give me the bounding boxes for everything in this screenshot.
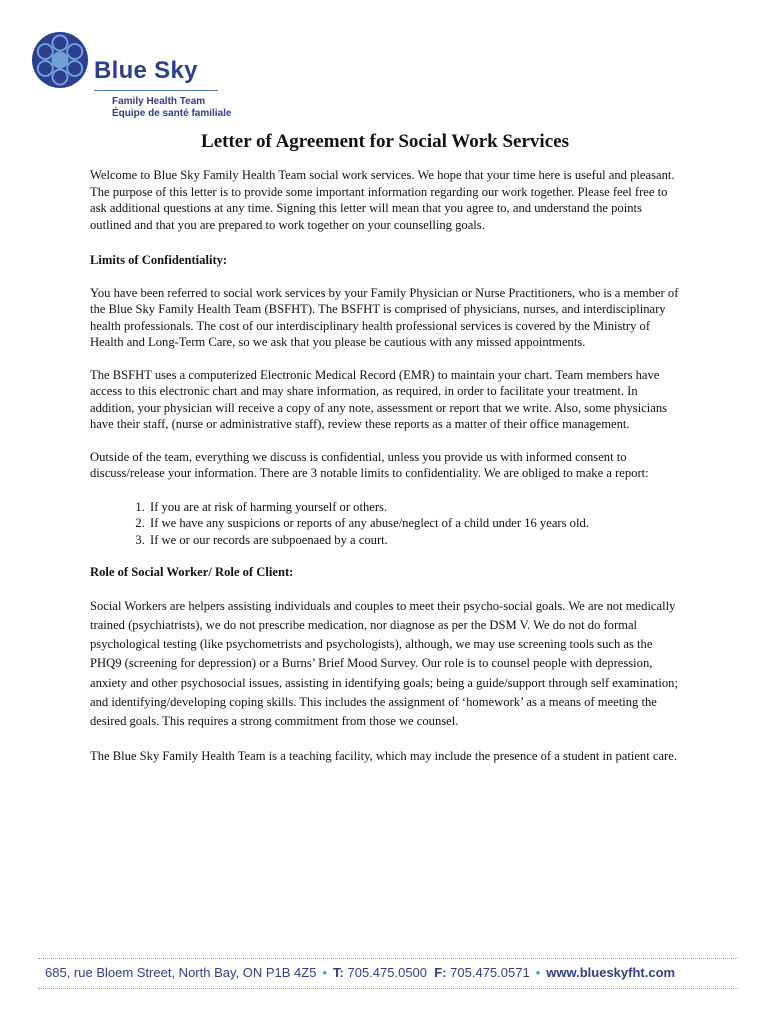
- confidentiality-paragraph-2: The BSFHT uses a computerized Electronic Medical Record (EMR) to maintain your chart. Team members have access to this electronic chart and may share information, as required, in order to facilitate your treatment. In addition, your physician will receive a copy of any note, assessment or report that we write. Also, some physicians have their staff, (nurse or administrative staff), review these reports as a matter of their office management.: [90, 367, 668, 431]
- document-body: [90, 167, 680, 765]
- logo-subtitle-en: Family Health Team: [112, 96, 206, 107]
- role-heading: Role of Social Worker/ Role of Client:: [90, 565, 294, 579]
- confidentiality-paragraph-1: You have been referred to social work services by your Family Physician or Nurse Practitioners, who is a member of the Blue Sky Family Health Team (BSFHT). The BSFHT is comprised of physicians, nurses, and interdisciplinary health professionals. The cost of our interdisciplinary health professional services is covered by the Ministry of Health and Long-Term Care, so we ask that you please be cautious with any missed appointments.: [90, 285, 679, 349]
- logo-flower-icon: [30, 30, 90, 90]
- role-paragraph-1: Social Workers are helpers assisting individuals and couples to meet their psycho-social goals. We are not medically trained (psychiatrists), we do not prescribe medication, nor diagnose as per the DSM V. We do not do formal psychological testing (like psychometrists and psychologists), although, we may use screening tools such as the PHQ9 (screening for depression) or a Burns’ Brief Mood Survey. Our role is to counsel people with depression, anxiety and other psychosocial issues, assisting in identifying goals; being a guide/support through self examination; and identifying/developing coping skills. This includes the assignment of ‘homework’ as a means of meeting the desired goals. This requires a strong commitment from those we counsel.: [90, 598, 678, 729]
- footer-contact: [45, 965, 675, 980]
- list-item: 2. If we have any suspicions or reports of any abuse/neglect of a child under 16 years old.: [148, 515, 680, 532]
- logo-name: Blue Sky: [94, 57, 198, 84]
- confidentiality-paragraph-3: Outside of the team, everything we discuss is confidential, unless you provide us with informed consent to discuss/release your information. There are 3 notable limits to confidentiality. We are obliged to make a report:: [90, 449, 649, 480]
- footer-divider-bottom: [38, 988, 738, 989]
- intro-paragraph: Welcome to Blue Sky Family Health Team social work services. We hope that your time here is useful and pleasant. The purpose of this letter is to provide some important information regarding our work together. Please feel free to ask additional questions at any time. Signing this letter will mean that you agree to, and understand the points outlined and that you are prepared to work together on your counselling goals.: [90, 168, 675, 232]
- confidentiality-limits-list: [90, 499, 680, 549]
- logo-divider: [94, 90, 218, 91]
- list-item: 3. If we or our records are subpoenaed by a court.: [148, 532, 680, 549]
- footer-phone-label: T:: [333, 965, 344, 980]
- footer-website-link[interactable]: www.blueskyfht.com: [546, 965, 676, 980]
- list-item: 1. If you are at risk of harming yourself or others.: [148, 499, 680, 516]
- confidentiality-heading: Limits of Confidentiality:: [90, 253, 228, 267]
- footer-fax-label: F:: [434, 965, 447, 980]
- logo-subtitle-fr: Équipe de santé familiale: [112, 108, 232, 119]
- logo: [30, 30, 230, 122]
- footer-fax: 705.475.0571: [450, 965, 530, 980]
- document-title: Letter of Agreement for Social Work Services: [201, 131, 569, 152]
- footer-divider-top: [38, 958, 738, 959]
- footer-separator: •: [535, 965, 541, 980]
- footer-separator: •: [322, 965, 328, 980]
- footer-address: 685, rue Bloem Street, North Bay, ON P1B 4Z5: [45, 965, 317, 980]
- role-paragraph-2: The Blue Sky Family Health Team is a teaching facility, which may include the presence of a student in patient care.: [90, 748, 677, 763]
- footer-phone: 705.475.0500: [347, 965, 428, 980]
